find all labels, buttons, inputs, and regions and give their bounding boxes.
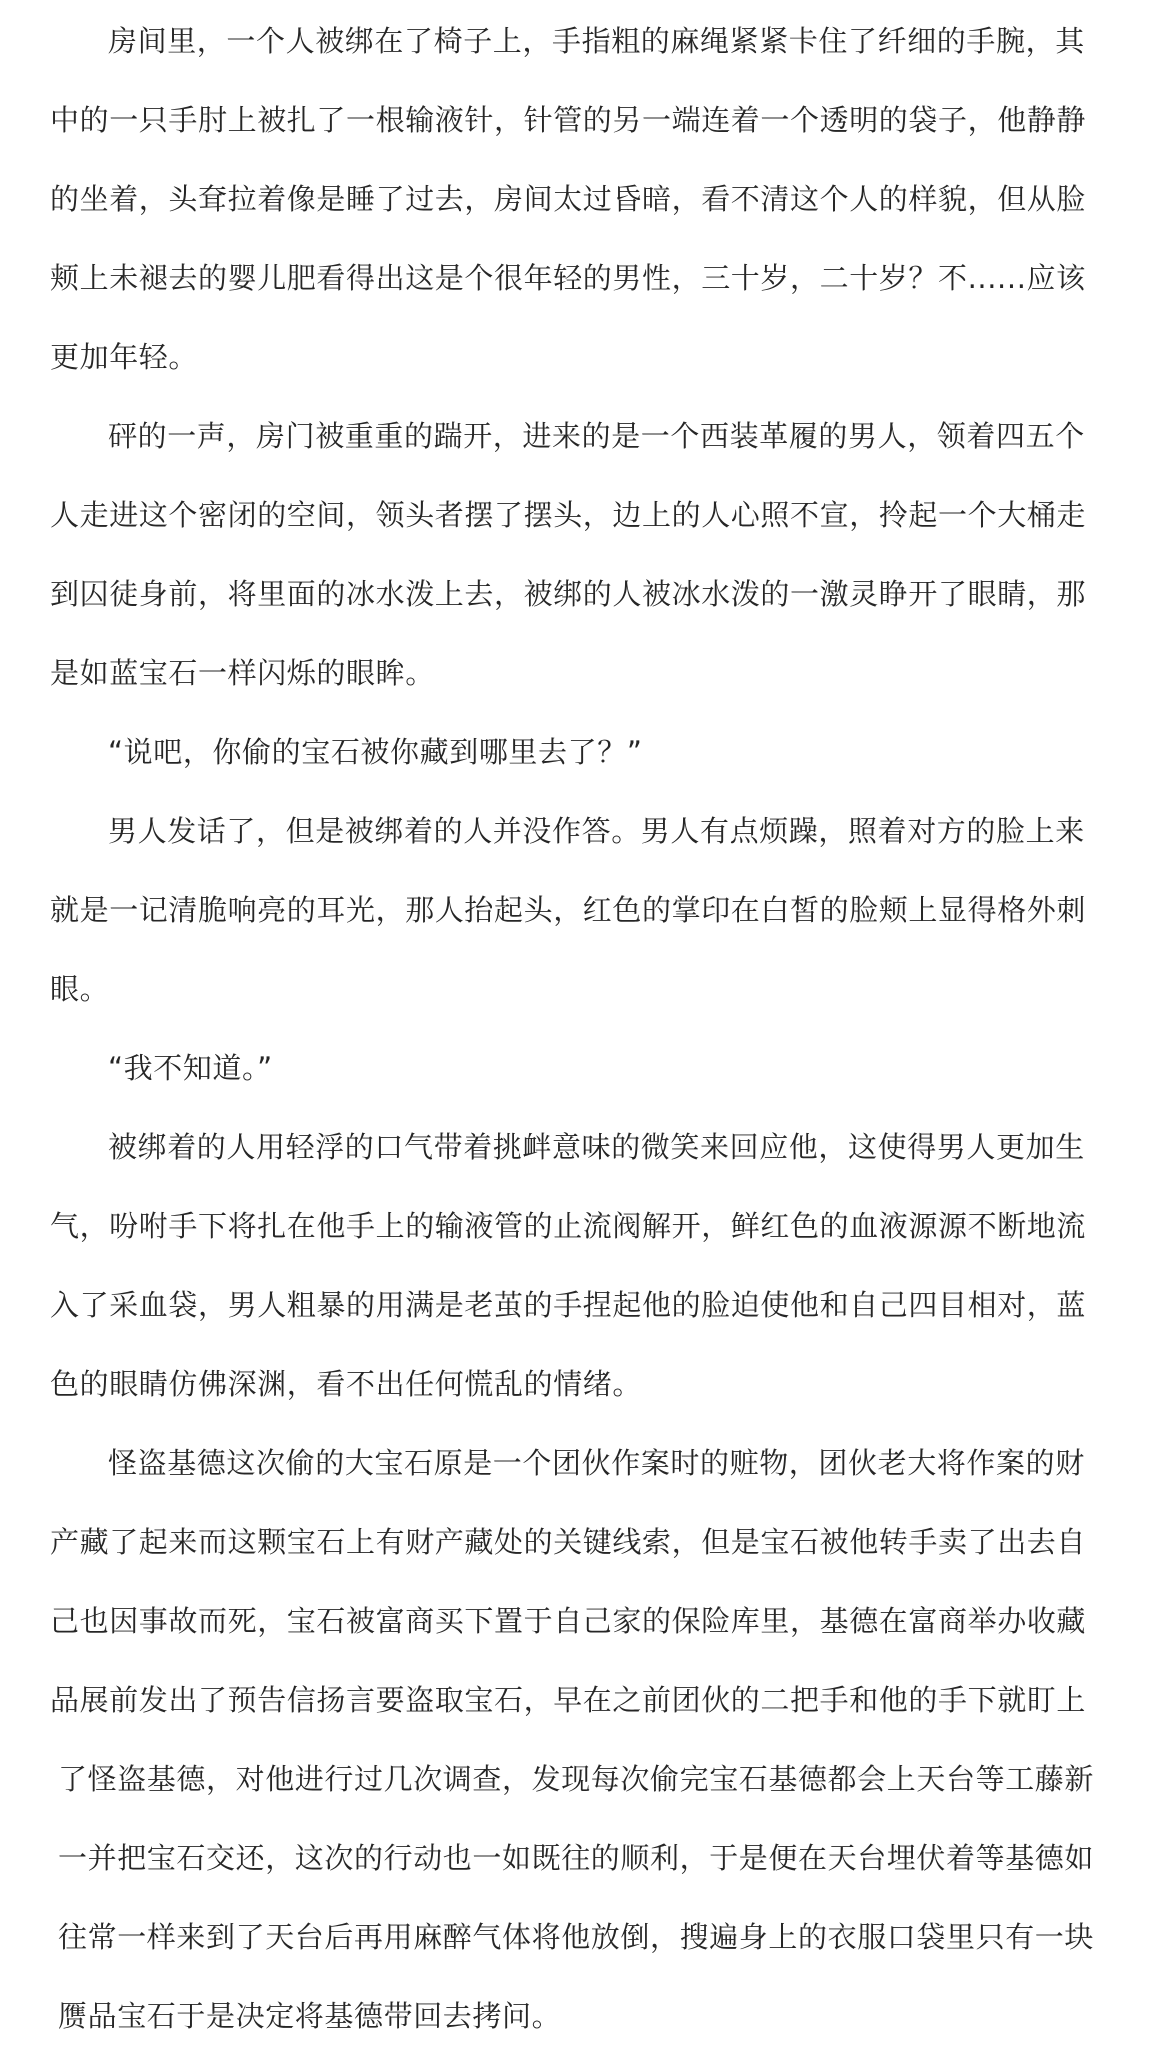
text-line: 砰的一声，房门被重重的踹开，进来的是一个西装革履的男人，领着四五个 (108, 419, 1085, 453)
text-line: 了怪盗基德，对他进行过几次调查，发现每次偷完宝石基德都会上天台等工藤新 (58, 1762, 1095, 1796)
dialogue-line: “说吧，你偷的宝石被你藏到哪里去了？” (108, 735, 643, 769)
text-line: 房间里，一个人被绑在了椅子上，手指粗的麻绳紧紧卡住了纤细的手腕，其 (108, 24, 1085, 58)
text-line: 就是一记清脆响亮的耳光，那人抬起头，红色的掌印在白皙的脸颊上显得格外刺 (50, 893, 1087, 927)
text-line: 气，吩咐手下将扎在他手上的输液管的止流阀解开，鲜红色的血液源源不断地流 (50, 1209, 1087, 1243)
text-line: 男人发话了，但是被绑着的人并没作答。男人有点烦躁，照着对方的脸上来 (108, 814, 1085, 848)
text-line: 品展前发出了预告信扬言要盗取宝石，早在之前团伙的二把手和他的手下就盯上 (50, 1683, 1087, 1717)
text-line: 产藏了起来而这颗宝石上有财产藏处的关键线索，但是宝石被他转手卖了出去自 (50, 1525, 1087, 1559)
text-line: 怪盗基德这次偷的大宝石原是一个团伙作案时的赃物，团伙老大将作案的财 (108, 1446, 1085, 1480)
text-line: 己也因事故而死，宝石被富商买下置于自己家的保险库里，基德在富商举办收藏 (50, 1604, 1087, 1638)
text-line: 色的眼睛仿佛深渊，看不出任何慌乱的情绪。 (50, 1367, 643, 1401)
text-line: 是如蓝宝石一样闪烁的眼眸。 (50, 656, 435, 690)
dialogue-line: “我不知道。” (108, 1051, 273, 1085)
text-line: 中的一只手肘上被扎了一根输液针，针管的另一端连着一个透明的袋子，他静静 (50, 103, 1087, 137)
text-line: 到囚徒身前，将里面的冰水泼上去，被绑的人被冰水泼的一激灵睁开了眼睛，那 (50, 577, 1087, 611)
text-line: 颊上未褪去的婴儿肥看得出这是个很年轻的男性，三十岁，二十岁？不......应该 (50, 261, 1086, 295)
text-line: 更加年轻。 (50, 340, 199, 374)
text-line: 眼。 (50, 972, 110, 1006)
text-line: 的坐着，头耷拉着像是睡了过去，房间太过昏暗，看不清这个人的样貌，但从脸 (50, 182, 1087, 216)
text-line: 被绑着的人用轻浮的口气带着挑衅意味的微笑来回应他，这使得男人更加生 (108, 1130, 1085, 1164)
text-line: 一并把宝石交还，这次的行动也一如既往的顺利，于是便在天台埋伏着等基德如 (58, 1841, 1095, 1875)
text-line: 入了采血袋，男人粗暴的用满是老茧的手捏起他的脸迫使他和自己四目相对，蓝 (50, 1288, 1087, 1322)
text-line: 往常一样来到了天台后再用麻醉气体将他放倒，搜遍身上的衣服口袋里只有一块 (58, 1920, 1095, 1954)
text-line: 赝品宝石于是决定将基德带回去拷问。 (58, 1999, 562, 2033)
text-line: 人走进这个密闭的空间，领头者摆了摆头，边上的人心照不宣，拎起一个大桶走 (50, 498, 1087, 532)
